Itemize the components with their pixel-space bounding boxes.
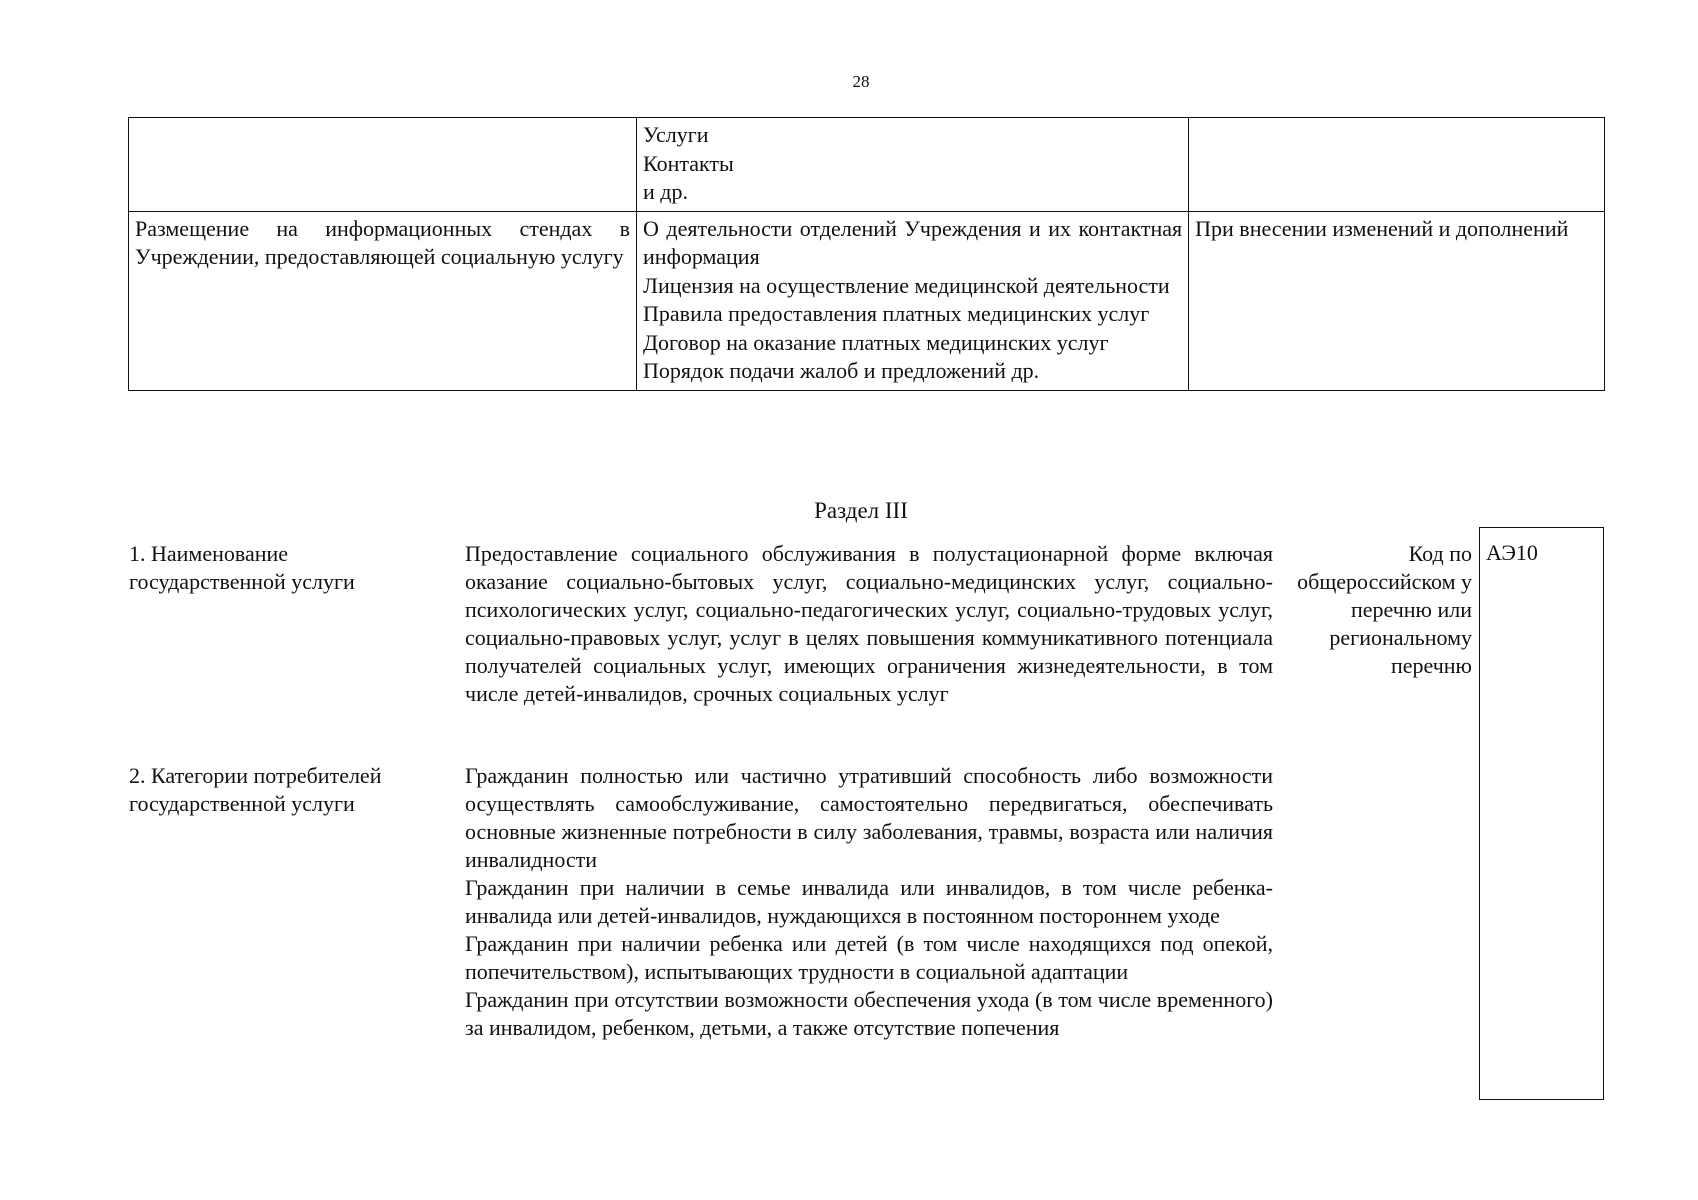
section-title: Раздел III: [814, 498, 908, 523]
page-number: 28: [852, 72, 870, 91]
table-cell-frequency: При внесении изменений и дополнений: [1189, 211, 1605, 390]
table-cell-frequency: [1189, 118, 1605, 212]
cell-item: Порядок подачи жалоб и предложений др.: [643, 358, 1040, 383]
item2-paragraph: Гражданин при наличии ребенка или детей (в том числе находящихся под опекой, попечительством), испытывающих трудности в социальной адаптации: [465, 931, 1273, 984]
table-cell-placement: [129, 118, 637, 212]
item2-paragraph: Гражданин при наличии в семье инвалида или инвалидов, в том числе ребенка-инвалида или детей-инвалидов, нуждающихся в постоянном постороннем уходе: [465, 875, 1273, 928]
table-cell-content: [637, 211, 1189, 390]
info-table: [128, 117, 1605, 391]
cell-line: Контакты: [643, 150, 734, 176]
item1-text: [465, 540, 1273, 708]
cell-item: Правила предоставления платных медицинских услуг: [643, 301, 1150, 326]
item2-paragraph: Гражданин полностью или частично утративший способность либо возможности осуществлять самообслуживание, самостоятельно передвигаться, обеспечивать основные жизненные потребности в силу заболевания, травмы, возраста или наличия инвалидности: [465, 763, 1273, 872]
cell-item: Лицензия на осуществление медицинской деятельности: [643, 272, 1170, 298]
code-box: [1479, 527, 1604, 1100]
table-row: [129, 118, 1605, 212]
table-cell-placement: Размещение на информационных стендах в Учреждении, предоставляющей социальную услугу: [129, 211, 637, 390]
item2-paragraph: Гражданин при отсутствии возможности обеспечения ухода (в том числе временного) за инвалидом, ребенком, детьми, а также отсутствие попечения: [465, 987, 1273, 1040]
code-value: АЭ10: [1486, 540, 1538, 565]
code-label: Код по общероссийском у перечню или региональному перечню: [1297, 541, 1472, 678]
cell-item: О деятельности отделений Учреждения и их контактная информация: [643, 215, 1183, 269]
item1-paragraph: Предоставление социального обслуживания в полустационарной форме включая оказание социально-бытовых услуг, социально-медицинских услуг, социально-психологических услуг, социально-педагогических услуг, социально-трудовых услуг, социально-правовых услуг, услуг в целях повышения коммуникативного потенциала получателей социальных услуг, имеющих ограничения жизнедеятельности, в том числе детей-инвалидов, срочных социальных услуг: [465, 541, 1273, 706]
item1-label: 1. Наименование государственной услуги: [129, 541, 355, 594]
cell-item: Договор на оказание платных медицинских услуг: [643, 329, 1109, 355]
table-row: [129, 211, 1605, 390]
cell-line: и др.: [643, 179, 688, 204]
table-cell-content: [637, 118, 1189, 212]
item2-label: 2. Категории потребителей государственной услуги: [129, 763, 382, 816]
cell-line: Услуги: [643, 122, 709, 147]
item2-text: [465, 762, 1273, 1042]
